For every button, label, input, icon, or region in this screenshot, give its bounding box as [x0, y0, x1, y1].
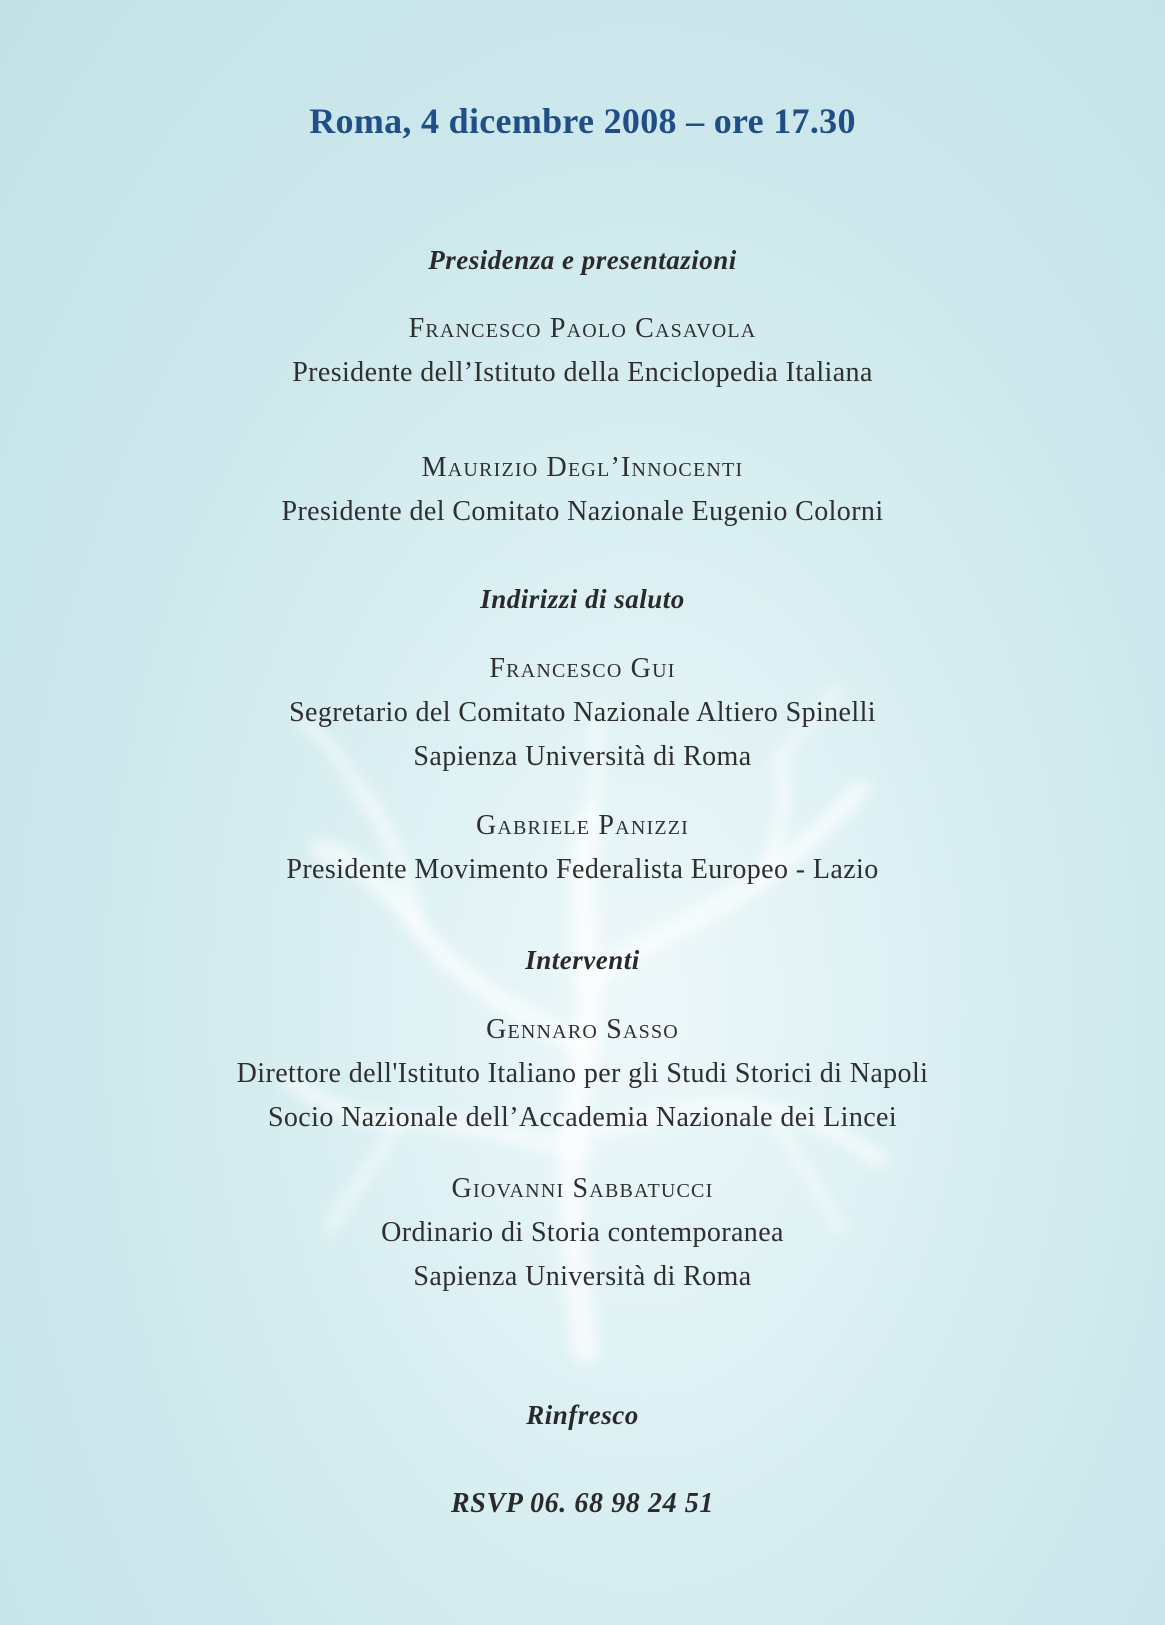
- speaker-role: Presidente del Comitato Nazionale Eugenio Colorni: [281, 496, 884, 527]
- speaker-name: Maurizio Degl’Innocenti: [421, 452, 744, 483]
- speaker-affiliation: Socio Nazionale dell’Accademia Nazionale dei Lincei: [267, 1102, 898, 1133]
- speaker-role: Direttore dell'Istituto Italiano per gli Studi Storici di Napoli: [236, 1058, 929, 1089]
- speaker-affiliation: Sapienza Università di Roma: [413, 1261, 752, 1292]
- speaker-name: Giovanni Sabbatucci: [451, 1173, 714, 1204]
- event-date: Roma, 4 dicembre 2008 – ore 17.30: [309, 101, 856, 141]
- heading-saluti: Indirizzi di saluto: [480, 584, 685, 614]
- speaker-role: Segretario del Comitato Nazionale Altiero Spinelli: [289, 697, 876, 728]
- heading-presidenza: Presidenza e presentazioni: [428, 245, 737, 275]
- speaker-role: Presidente Movimento Federalista Europeo - Lazio: [286, 854, 879, 885]
- speaker-name: Francesco Paolo Casavola: [408, 313, 757, 344]
- speaker-name: Francesco Gui: [489, 653, 676, 684]
- speaker-role: Ordinario di Storia contemporanea: [381, 1217, 784, 1248]
- speaker-affiliation: Sapienza Università di Roma: [413, 741, 752, 772]
- speaker-name: Gennaro Sasso: [486, 1014, 679, 1045]
- speaker-name: Gabriele Panizzi: [475, 810, 690, 841]
- speaker-role: Presidente dell’Istituto della Enciclopedia Italiana: [292, 357, 873, 388]
- heading-interventi: Interventi: [525, 945, 640, 975]
- rsvp-phone: RSVP 06. 68 98 24 51: [451, 1488, 714, 1519]
- heading-rinfresco: Rinfresco: [526, 1400, 639, 1430]
